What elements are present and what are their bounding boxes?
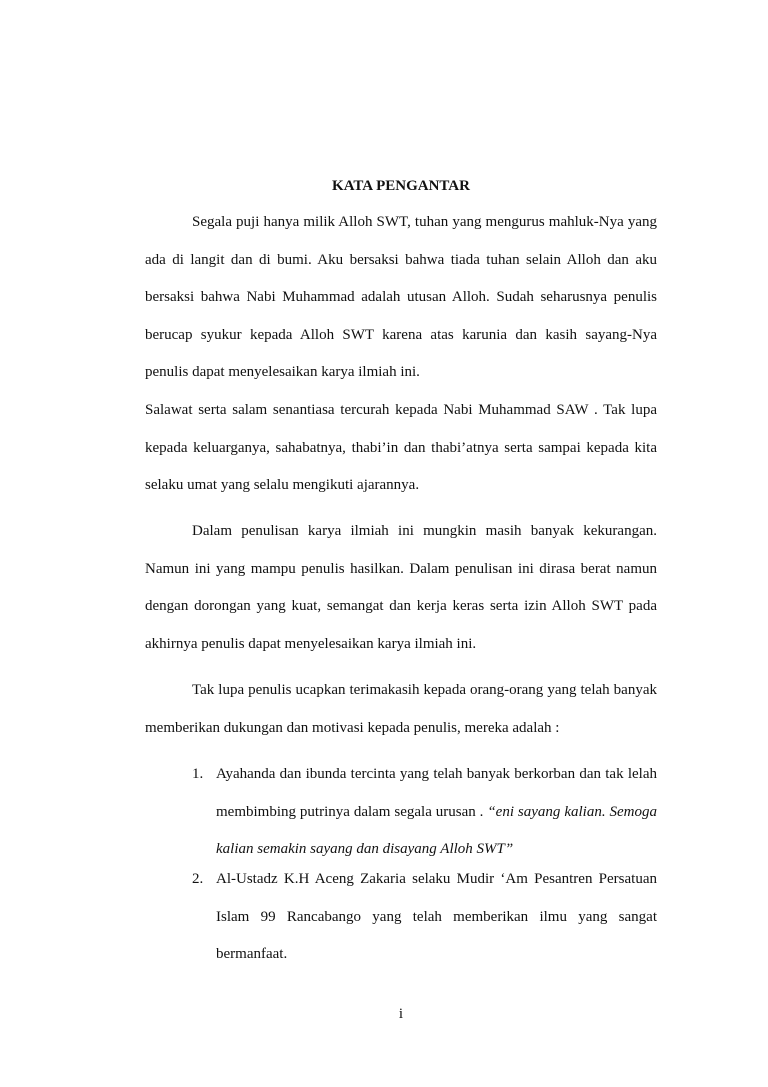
page-title: KATA PENGANTAR: [332, 178, 470, 194]
page-number: i: [398, 1006, 404, 1022]
list-text-main: Ayahanda dan ibunda tercinta yang telah banyak berkorban dan tak lelah membimbing putrinya dalam segala urusan .: [216, 766, 657, 820]
list-text: Al-Ustadz K.H Aceng Zakaria selaku Mudir ‘Am Pesantren Persatuan Islam 99 Rancabango yang telah memberikan ilmu yang sangat bermanfaat.: [216, 871, 657, 962]
list-number: 1.: [192, 766, 204, 782]
list-item: [192, 756, 657, 869]
list-text: [216, 756, 657, 869]
paragraph-opening: Segala puji hanya milik Alloh SWT, tuhan yang mengurus mahluk-Nya yang ada di langit dan di bumi. Aku bersaksi bahwa tiada tuhan selain Alloh dan aku bersaksi bahwa Nabi Muhammad adalah utusan Alloh. Sudah seharusnya penulis berucap syukur kepada Alloh SWT karena atas karunia dan kasih sayang-Nya penulis dapat menyelesaikan karya ilmiah ini.: [145, 214, 657, 380]
list-item: [192, 861, 657, 974]
paragraph-salawat: Salawat serta salam senantiasa tercurah kepada Nabi Muhammad SAW . Tak lupa kepada keluarganya, sahabatnya, thabi’in dan thabi’atnya serta sampai kepada kita selaku umat yang selalu mengikuti ajarannya.: [145, 402, 657, 493]
list-quote: “eni sayang kalian. Semoga kalian semakin sayang dan disayang Alloh SWT”: [216, 803, 657, 857]
paragraph-writing: Dalam penulisan karya ilmiah ini mungkin masih banyak kekurangan. Namun ini yang mampu penulis hasilkan. Dalam penulisan ini dirasa berat namun dengan dorongan yang kuat, semangat dan kerja keras serta izin Alloh SWT pada akhirnya penulis dapat menyelesaikan karya ilmiah ini.: [145, 523, 657, 652]
paragraph-thanks: Tak lupa penulis ucapkan terimakasih kepada orang-orang yang telah banyak memberikan dukungan dan motivasi kepada penulis, mereka adalah :: [145, 682, 657, 736]
list-number: 2.: [192, 871, 204, 887]
